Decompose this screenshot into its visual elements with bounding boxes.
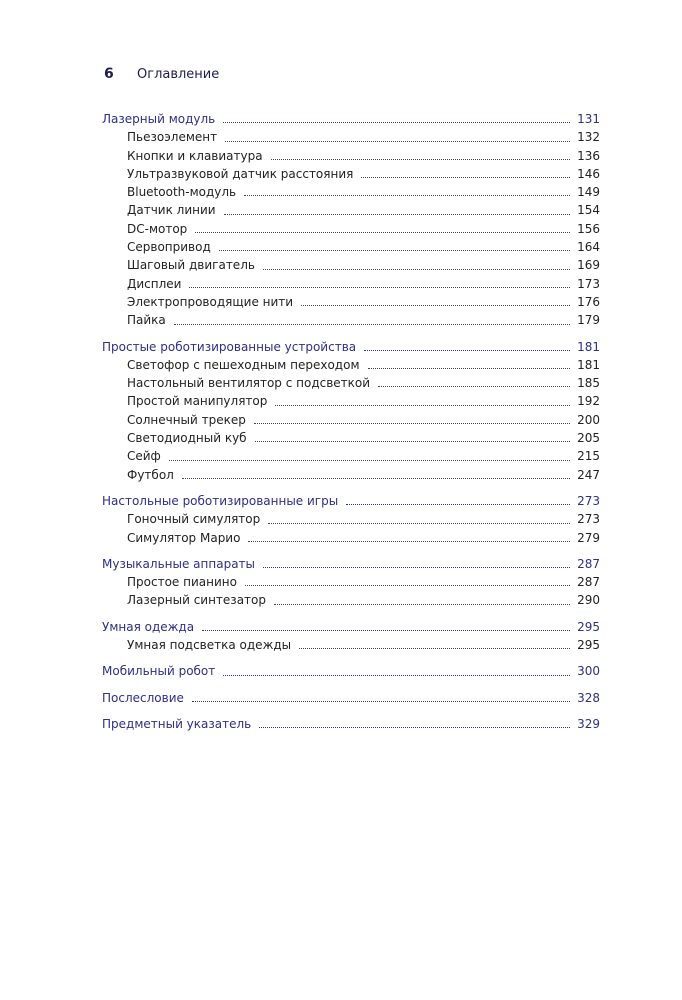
toc-page-number: 131 xyxy=(577,112,600,126)
toc-section xyxy=(102,338,600,484)
table-of-contents xyxy=(102,110,600,741)
toc-page-number: 273 xyxy=(577,512,600,527)
toc-entry-row[interactable] xyxy=(102,275,600,293)
dot-leader xyxy=(189,286,570,288)
toc-page-number: 181 xyxy=(577,339,600,354)
toc-entry-row[interactable] xyxy=(102,165,600,183)
toc-title: Гоночный симулятор xyxy=(127,512,261,527)
dot-leader xyxy=(245,584,570,586)
page-title: Оглавление xyxy=(137,67,220,82)
toc-page-number: 156 xyxy=(577,221,600,236)
toc-title: Датчик линии xyxy=(127,203,216,218)
toc-title: Светодиодный куб xyxy=(127,431,247,446)
dot-leader xyxy=(254,422,570,424)
toc-chapter-row[interactable] xyxy=(102,110,600,128)
toc-title: Электропроводящие нити xyxy=(127,294,294,309)
toc-entry-row[interactable] xyxy=(102,447,600,465)
toc-page-number: 173 xyxy=(577,276,600,291)
toc-entry-row[interactable] xyxy=(102,573,600,591)
toc-section xyxy=(102,618,600,655)
toc-title: Настольные роботизированные игры xyxy=(102,493,339,508)
dot-leader xyxy=(301,304,570,306)
toc-entry-row[interactable] xyxy=(102,183,600,201)
dot-leader xyxy=(223,121,570,123)
dot-leader xyxy=(219,249,570,251)
toc-page-number: 247 xyxy=(577,467,600,482)
toc-title: Сейф xyxy=(127,449,161,464)
toc-title: Музыкальные аппараты xyxy=(102,556,256,571)
toc-chapter-row[interactable] xyxy=(102,338,600,356)
toc-page-number: 295 xyxy=(577,638,600,653)
toc-title: Пьезоэлемент xyxy=(127,130,218,145)
toc-title: Симулятор Марио xyxy=(127,530,241,545)
dot-leader xyxy=(274,603,570,605)
dot-leader xyxy=(364,349,570,351)
toc-page-number: 132 xyxy=(577,130,600,145)
toc-entry-row[interactable] xyxy=(102,510,600,528)
toc-title: Солнечный трекер xyxy=(127,412,246,427)
toc-section xyxy=(102,715,600,733)
toc-title: Лазерный модуль xyxy=(102,112,216,126)
toc-title: Кнопки и клавиатура xyxy=(127,148,263,163)
page-header xyxy=(104,66,219,86)
toc-section xyxy=(102,662,600,680)
dot-leader xyxy=(224,213,570,215)
dot-leader xyxy=(174,323,570,325)
toc-title: Послесловие xyxy=(102,690,184,705)
toc-page-number: 179 xyxy=(577,313,600,328)
toc-chapter-row[interactable] xyxy=(102,689,600,707)
toc-entry-row[interactable] xyxy=(102,128,600,146)
dot-leader xyxy=(378,385,570,387)
toc-page-number: 149 xyxy=(577,185,600,200)
toc-page-number: 146 xyxy=(577,166,600,181)
toc-title: Простое пианино xyxy=(127,575,237,590)
toc-chapter-row[interactable] xyxy=(102,492,600,510)
dot-leader xyxy=(195,231,570,233)
toc-entry-row[interactable] xyxy=(102,311,600,329)
toc-chapter-row[interactable] xyxy=(102,715,600,733)
toc-title: Простые роботизированные устройства xyxy=(102,339,357,354)
dot-leader xyxy=(225,140,570,142)
dot-leader xyxy=(361,176,570,178)
toc-page-number: 329 xyxy=(577,716,600,731)
toc-page-number: 205 xyxy=(577,431,600,446)
page-number: 6 xyxy=(104,66,114,82)
toc-entry-row[interactable] xyxy=(102,411,600,429)
toc-section xyxy=(102,555,600,610)
toc-section xyxy=(102,492,600,547)
toc-title: Футбол xyxy=(127,467,174,482)
toc-entry-row[interactable] xyxy=(102,374,600,392)
toc-entry-row[interactable] xyxy=(102,529,600,547)
toc-entry-row[interactable] xyxy=(102,466,600,484)
toc-title: Простой манипулятор xyxy=(127,394,268,409)
dot-leader xyxy=(259,726,570,728)
dot-leader xyxy=(255,440,570,442)
dot-leader xyxy=(192,700,570,702)
dot-leader xyxy=(368,367,571,369)
dot-leader xyxy=(248,540,570,542)
dot-leader xyxy=(202,629,570,631)
toc-page-number: 200 xyxy=(577,412,600,427)
toc-chapter-row[interactable] xyxy=(102,618,600,636)
toc-page-number: 287 xyxy=(577,575,600,590)
toc-title: Пайка xyxy=(127,313,166,328)
toc-page-number: 154 xyxy=(577,203,600,218)
toc-title: Сервопривод xyxy=(127,240,211,255)
dot-leader xyxy=(244,194,570,196)
dot-leader xyxy=(271,158,570,160)
toc-entry-row[interactable] xyxy=(102,636,600,654)
toc-title: Настольный вентилятор с подсветкой xyxy=(127,376,371,391)
toc-title: Умная подсветка одежды xyxy=(127,638,292,653)
toc-page-number: 136 xyxy=(577,148,600,163)
toc-entry-row[interactable] xyxy=(102,201,600,219)
dot-leader xyxy=(346,503,570,505)
toc-entry-row[interactable] xyxy=(102,293,600,311)
toc-title: Предметный указатель xyxy=(102,716,252,731)
toc-title: Дисплеи xyxy=(127,276,182,291)
toc-page-number: 287 xyxy=(577,556,600,571)
toc-page-number: 169 xyxy=(577,258,600,273)
toc-entry-row[interactable] xyxy=(102,256,600,274)
toc-page-number: 273 xyxy=(577,493,600,508)
toc-page-number: 328 xyxy=(577,690,600,705)
toc-title: Светофор с пешеходным переходом xyxy=(127,357,360,372)
dot-leader xyxy=(263,268,570,270)
toc-title: Умная одежда xyxy=(102,619,195,634)
toc-page-number: 279 xyxy=(577,530,600,545)
toc-page-number: 290 xyxy=(577,593,600,608)
toc-chapter-row[interactable] xyxy=(102,662,600,680)
toc-entry-row[interactable] xyxy=(102,392,600,410)
toc-title: Bluetooth-модуль xyxy=(127,185,237,200)
toc-page-number: 185 xyxy=(577,376,600,391)
toc-entry-row[interactable] xyxy=(102,238,600,256)
dot-leader xyxy=(275,404,570,406)
dot-leader xyxy=(169,459,570,461)
dot-leader xyxy=(182,477,570,479)
toc-section xyxy=(102,689,600,707)
toc-entry-row[interactable] xyxy=(102,147,600,165)
toc-entry-row[interactable] xyxy=(102,356,600,374)
toc-entry-row[interactable] xyxy=(102,429,600,447)
toc-title: DC-мотор xyxy=(127,221,188,236)
toc-title: Лазерный синтезатор xyxy=(127,593,266,608)
toc-section xyxy=(102,110,600,330)
toc-title: Мобильный робот xyxy=(102,664,216,679)
toc-entry-row[interactable] xyxy=(102,220,600,238)
toc-chapter-row[interactable] xyxy=(102,555,600,573)
toc-page-number: 215 xyxy=(577,449,600,464)
toc-title: Шаговый двигатель xyxy=(127,258,255,273)
toc-entry-row[interactable] xyxy=(102,591,600,609)
toc-page-number: 176 xyxy=(577,294,600,309)
toc-page-number: 192 xyxy=(577,394,600,409)
toc-page-number: 295 xyxy=(577,619,600,634)
dot-leader xyxy=(263,566,570,568)
toc-page-number: 300 xyxy=(577,664,600,679)
toc-page-number: 164 xyxy=(577,240,600,255)
toc-page-number: 181 xyxy=(577,357,600,372)
dot-leader xyxy=(223,674,570,676)
dot-leader xyxy=(299,647,570,649)
dot-leader xyxy=(268,522,570,524)
toc-title: Ультразвуковой датчик расстояния xyxy=(127,166,354,181)
